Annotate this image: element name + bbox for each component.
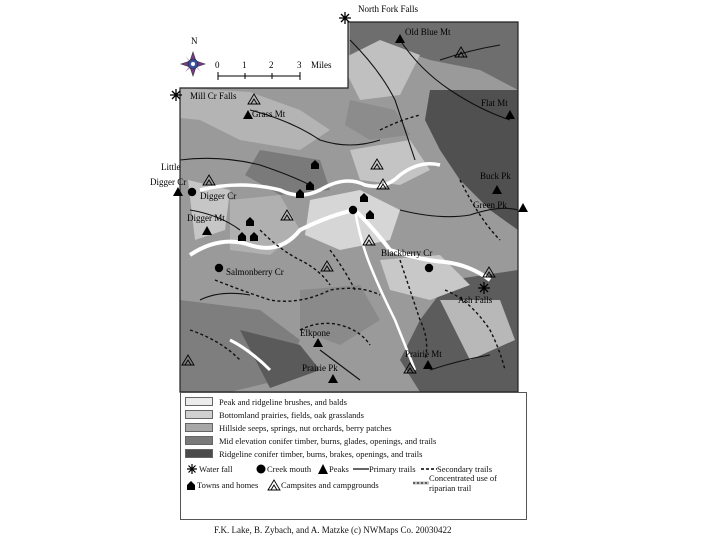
legend-symbol-label: Concentrated use of <box>429 473 497 483</box>
legend-symbol-peaks <box>317 463 349 475</box>
legend-symbol-waterfall <box>185 463 233 475</box>
peak-icon <box>317 463 329 475</box>
primary-trail-icon <box>353 463 369 475</box>
scale-bar <box>215 60 332 80</box>
riparian-trail-icon <box>413 477 429 489</box>
legend-symbol-creek <box>255 463 311 475</box>
legend-symbol-towns <box>185 479 258 491</box>
legend-zone-row <box>185 422 392 433</box>
place-label: Buck Pk <box>480 171 511 181</box>
legend-symbol-camps <box>267 479 379 491</box>
legend-swatch <box>185 397 213 406</box>
place-label: Prairie Pk <box>302 363 338 373</box>
place-label: Elkpone <box>300 328 330 338</box>
place-label: Old Blue Mt <box>405 27 451 37</box>
legend-zone-label: Bottomland prairies, fields, oak grasslands <box>219 409 364 420</box>
map-legend <box>180 392 527 520</box>
home-icon <box>185 479 197 491</box>
legend-symbol-label: Towns and homes <box>197 480 259 490</box>
legend-symbol-primary <box>353 463 416 475</box>
place-label: Mill Cr Falls <box>190 91 237 101</box>
scale-unit: Miles <box>311 60 332 70</box>
legend-symbol-label: Creek mouth <box>267 464 312 474</box>
compass-rose-icon <box>181 52 205 76</box>
legend-swatch <box>185 423 213 432</box>
scale-label-3: 3 <box>297 60 302 70</box>
place-label: Salmonberry Cr <box>226 267 284 277</box>
place-label: Digger Mt <box>187 213 225 223</box>
place-label: Little <box>161 162 181 172</box>
place-label: Ash Falls <box>458 295 493 305</box>
campsite-icon <box>267 479 281 491</box>
creek-mouth-icon <box>215 264 223 272</box>
place-label: Flat Mt <box>481 98 508 108</box>
place-label: Prairie Mt <box>405 349 442 359</box>
legend-symbol-label: Peaks <box>329 464 349 474</box>
scale-label-1: 1 <box>242 60 247 70</box>
legend-zone-label: Hillside seeps, springs, nut orchards, berry patches <box>219 422 392 433</box>
creek-mouth-icon <box>425 264 433 272</box>
place-label: Digger Cr <box>150 177 187 187</box>
legend-zone-label: Peak and ridgeline brushes, and balds <box>219 396 347 407</box>
place-label: Grass Mt <box>252 109 286 119</box>
place-label: Green Pk <box>473 200 507 210</box>
legend-zone-label: Ridgeline conifer timber, burns, brakes, openings, and trails <box>219 448 423 459</box>
legend-symbol-label: riparian trail <box>429 483 472 493</box>
legend-symbol-label: Secondary trails <box>437 464 492 474</box>
legend-symbol-label: Water fall <box>199 464 233 474</box>
scale-label-0: 0 <box>215 60 220 70</box>
place-label: Digger Cr <box>200 191 237 201</box>
legend-zone-row <box>185 435 436 446</box>
place-label: Blackberry Cr <box>381 248 433 258</box>
waterfall-icon <box>185 463 199 475</box>
legend-zone-row <box>185 396 347 407</box>
scale-label-2: 2 <box>269 60 274 70</box>
legend-symbol-label: Campsites and campgrounds <box>281 480 379 490</box>
legend-symbol-label: Primary trails <box>369 464 416 474</box>
legend-swatch <box>185 436 213 445</box>
legend-zone-row <box>185 409 364 420</box>
creek-mouth-icon <box>255 463 267 475</box>
legend-zone-row <box>185 448 422 459</box>
map-credit: F.K. Lake, B. Zybach, and A. Matzke (c) NWMaps Co. 20030422 <box>214 525 452 535</box>
creek-mouth-icon <box>349 206 357 214</box>
place-label: North Fork Falls <box>358 4 419 14</box>
compass-north-label: N <box>191 36 198 46</box>
legend-swatch <box>185 449 213 458</box>
legend-swatch <box>185 410 213 419</box>
creek-mouth-icon <box>188 188 196 196</box>
legend-zone-label: Mid elevation conifer timber, burns, glades, openings, and trails <box>219 435 437 446</box>
peak-icon <box>518 203 528 212</box>
legend-symbol-riparian <box>413 473 497 493</box>
